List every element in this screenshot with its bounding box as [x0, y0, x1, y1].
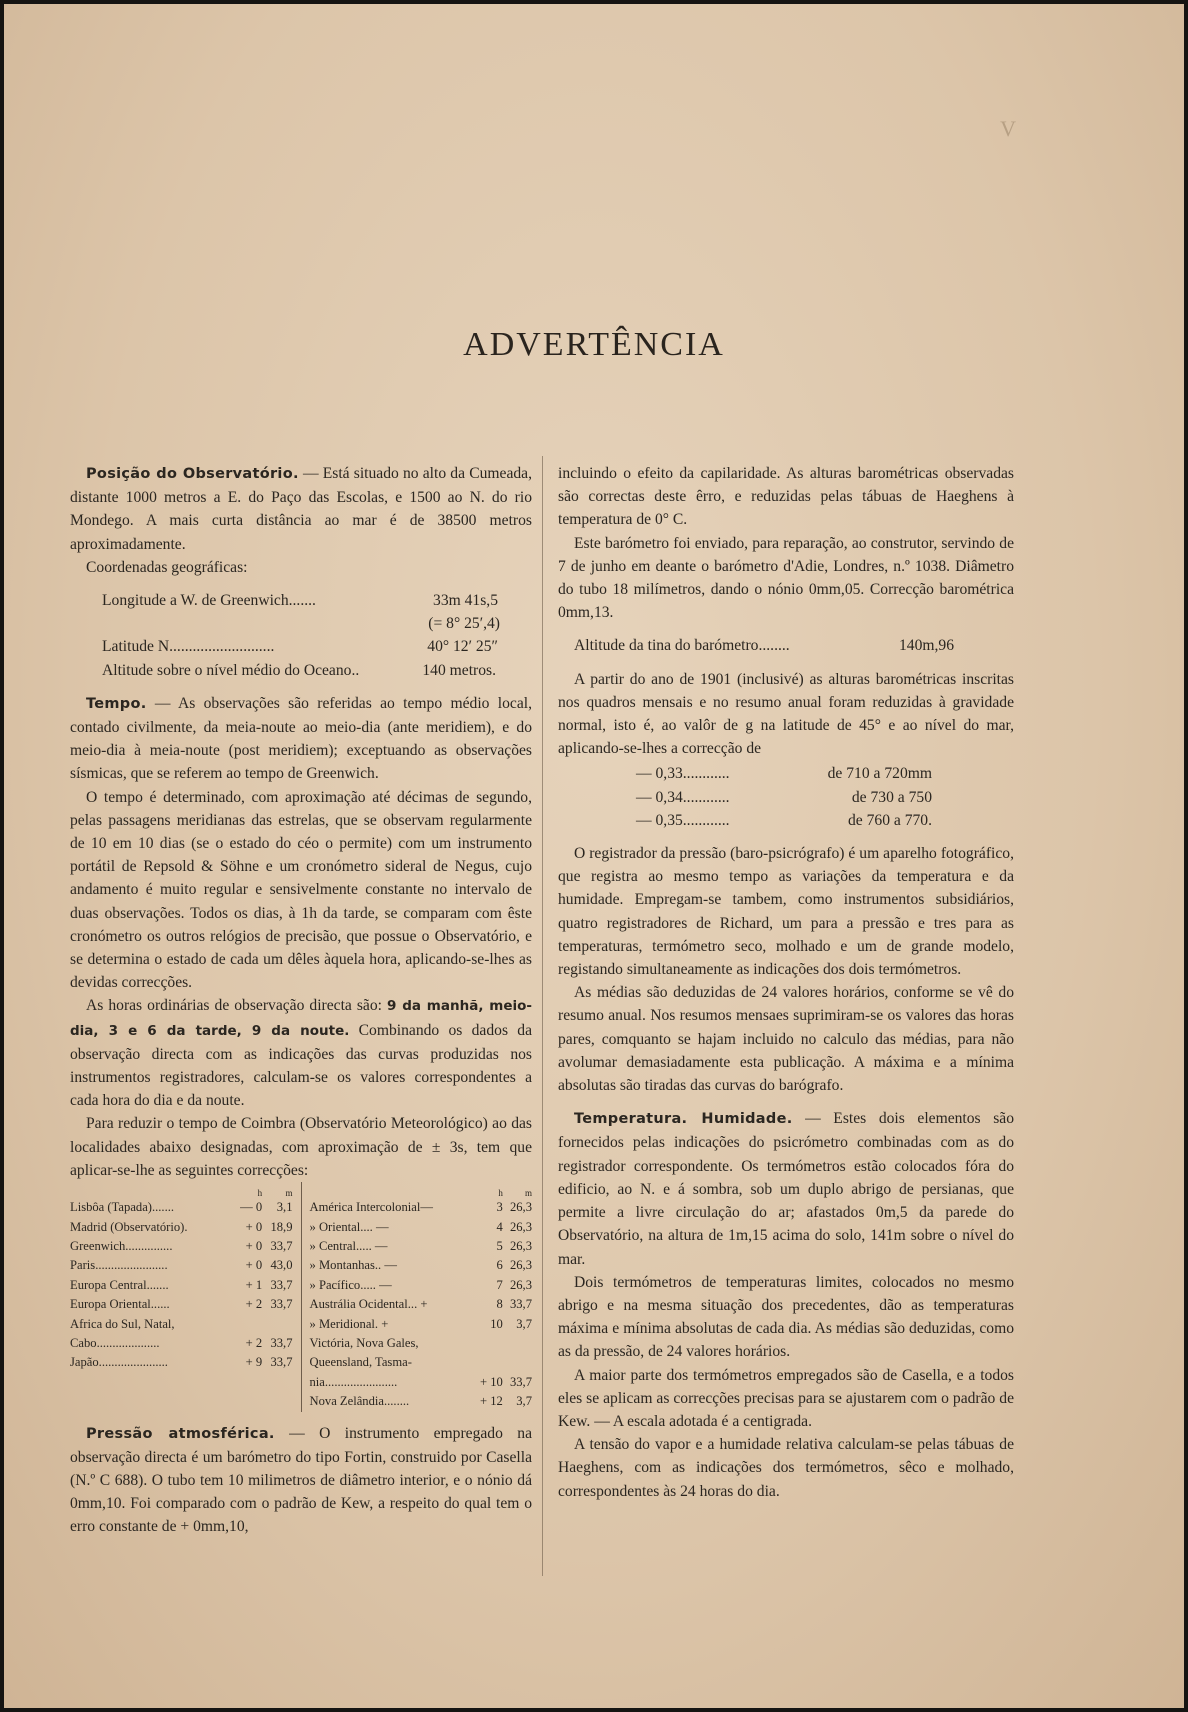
table-cell-h: + 0: [245, 1219, 263, 1234]
page-title: ADVERTÊNCIA: [463, 326, 725, 363]
paragraph: Dois termómetros de temperaturas limites, colocados no mesmo abrigo e na mesma situação dos precedentes, dão as temperaturas máxima e mínima absolutas de cada dia. As médias são deduzidas, como as da pressão, de 24 valores horários.: [558, 1273, 1014, 1361]
correction-row: — 0,35............ de 760 a 770.: [636, 811, 932, 829]
coord-row: Altitude sobre o nível médio do Oceano.. 140 metros.: [102, 661, 496, 679]
table-cell-place: » Central..... —: [309, 1238, 388, 1253]
temperatura-text: — Estes dois elementos são fornecidos pelas indicações do psicrómetro combinadas com as do registrador correspondente. Os termómetros estão colocados fóra do edificio, ao N. e á sombra, sob um duplo abrigo de persianas, que permite a livre circulação do ar; afastados 0m,5 da parede do Observatório, na altura de 1m,15 acima do solo, 141m sobre o nível do mar.: [558, 1110, 1014, 1268]
paragraph: incluindo o efeito da capilaridade. As alturas barométricas observadas são correctas deste êrro, e reduzidas pelas tábuas de Haeghens à temperatura de 0° C.: [558, 465, 1014, 529]
table-cell-place: América Intercolonial—: [309, 1200, 433, 1215]
time-corrections-table: h m Lisbôa (Tapada)....... — 0 3,1 Madrid (Observatório). + 0 18,9 Greenwich............... + 0 33,7 Paris....................... + 0 43,0 Europa Central....... + 1 33,7 Europa Oriental...... + 2 33,7 Africa do Sul, Natal, Cabo.................... + 2 33,7 Japão...................... + 9 33,7 h m América Intercolonial— 3 26,3 » Oriental.... — 4 26,3 » Central..... — 5 26,3 » Montanhas.. — 6 26,3 » Pacífico..... — 7 26,3 Austrália Ocidental... + 8 33,7 » Meridional. + 10 3,7 Victória, Nova Gales, Queensland, Tasma- nia....................... + 10 33,7 Nova Zelândia........ + 12 3,7: [70, 1182, 532, 1411]
section-heading-posicao: Posição do Observatório.: [86, 466, 299, 482]
table-cell-m: 33,7: [509, 1374, 532, 1389]
table-cell-place: Europa Central.......: [70, 1277, 169, 1292]
coord-row: Latitude N........................... 40° 12′ 25″: [102, 638, 498, 656]
section-heading-pressao: Pressão atmosférica.: [86, 1425, 275, 1442]
table-cell-h: 7: [496, 1277, 503, 1292]
table-cell-m: 26,3: [509, 1238, 532, 1253]
table-cell-m: 33,7: [509, 1297, 532, 1312]
table-row: [310, 1353, 533, 1372]
table-cell-h: [473, 1353, 503, 1372]
paragraph: O registrador da pressão (baro-psicrógrafo) é um aparelho fotográfico, que registra ao mesmo tempo as variações da temperatura e da humidade. Empregam-se tambem, como instrumentos subsidiários, quatro registradores de Richard, um para a pressão e tres para as temperaturas, termómetro seco, molhado e um de grande modelo, registando simultaneamente as indicações dos dois termómetros.: [558, 845, 1014, 979]
section-heading-temperatura: Temperatura. Humidade.: [574, 1111, 793, 1128]
table-row: [310, 1315, 533, 1334]
table-cell-m: 26,3: [509, 1219, 532, 1234]
table-cell-m: 33,7: [270, 1335, 293, 1350]
table-row: [70, 1315, 293, 1334]
table-cell-h: + 0: [245, 1238, 263, 1253]
table-cell-place: nia.......................: [309, 1374, 398, 1389]
tempo-paragraph: [70, 692, 532, 786]
table-cell-place: » Pacífico..... —: [309, 1277, 392, 1292]
observation-hours: 9 da manhã, meio-dia, 3 e 6 da tarde, 9 da noute.: [70, 998, 532, 1039]
tempo-text-2: O tempo é determinado, com aproximação até décimas de segundo, pelas passagens meridianas das estrelas, que se observam regularmente de 10 em 10 dias (se o estado do céo o permite) com um instrumento portátil de Repsold & Söhne e um cronómetro sideral de Negus, cujo andamento é muito regular e sensivelmente constante no intervalo de duas observações. Todos os dias, à 1h da tarde, se comparam com êste cronómetro os outros relógios de precisão, que possue o Observatório, e se determina o estado de cada um dêles àquela hora, aplicando-se-lhes as devidas correcções.: [70, 788, 532, 992]
paragraph: As médias são deduzidas de 24 valores horários, conforme se vê do resumo anual. Nos resumos mensaes suprimiram-se os valores das horas pares, comquanto se hajam incluido no calculo das médias, para não avolumar demasiadamente esta publicação. A máxima e a mínima absolutas são tiradas das curvas do barógrafo.: [558, 984, 1014, 1095]
table-cell-m: [503, 1353, 532, 1372]
table-row: [310, 1392, 533, 1411]
table-cell-h: + 1: [245, 1277, 263, 1292]
left-column: [70, 462, 532, 1539]
tempo-text-4: Para reduzir o tempo de Coimbra (Observatório Meteorológico) ao das localidades abaixo designadas, com aproximação de ± 3s, tem que aplicar-se-lhe as seguintes correcções:: [70, 1115, 532, 1179]
table-cell-h: 10: [490, 1316, 503, 1331]
table-cell-h: 3: [496, 1200, 503, 1215]
table-row: [70, 1295, 293, 1314]
table-row: [310, 1334, 533, 1353]
table-cell-place: Africa do Sul, Natal,: [70, 1316, 175, 1331]
table-cell-m: 26,3: [509, 1200, 532, 1215]
table-row: [70, 1276, 293, 1295]
table-cell-h: 5: [496, 1238, 503, 1253]
table-cell-h: + 10: [479, 1374, 503, 1389]
coord-row: (= 8° 25′,4): [428, 615, 500, 633]
table-cell-m: 33,7: [270, 1238, 293, 1253]
table-row: [70, 1256, 293, 1275]
table-cell-place: » Montanhas.. —: [309, 1258, 397, 1273]
table-cell-h: + 12: [479, 1394, 503, 1409]
table-row: [70, 1218, 293, 1237]
table-cell-m: [262, 1315, 292, 1334]
paragraph: Este barómetro foi enviado, para reparação, ao construtor, servindo de 7 de junho em deante o barómetro d'Adie, Londres, n.º 1038. Diâmetro do tubo 18 milímetros, dando o nónio 0mm,05. Correcção barométrica 0mm,13.: [558, 534, 1014, 622]
pressao-paragraph: [70, 1422, 532, 1539]
table-cell-place: » Meridional. +: [309, 1316, 389, 1331]
table-cell-place: Austrália Ocidental... +: [309, 1297, 428, 1312]
table-cell-h: + 9: [245, 1355, 263, 1370]
temperatura-paragraph: [558, 1107, 1014, 1270]
table-cell-m: 18,9: [270, 1219, 293, 1234]
coord-label: Coordenadas geográficas:: [86, 558, 248, 576]
table-cell-m: 3,7: [516, 1394, 532, 1409]
posicao-paragraph: [70, 462, 532, 556]
table-cell-m: 33,7: [270, 1355, 293, 1370]
altitude-row: Altitude da tina do barómetro........ 140m,96: [574, 637, 954, 655]
table-row: [310, 1276, 533, 1295]
table-row: [310, 1237, 533, 1256]
table-cell-place: Queensland, Tasma-: [309, 1355, 412, 1370]
table-cell-h: + 2: [245, 1297, 263, 1312]
table-cell-m: 26,3: [509, 1258, 532, 1273]
table-cell-h: 8: [496, 1297, 503, 1312]
coord-row: Longitude a W. de Greenwich....... 33m 41s,5: [102, 592, 498, 610]
table-row: [70, 1237, 293, 1256]
table-row: [70, 1353, 293, 1372]
tempo-text-1: — As observações são referidas ao tempo médio local, contado civilmente, da meia-noute ao meio-dia (ante meridiem), e do meio-dia à meia-noute (post meridiem); exceptuando as observações sísmicas, que se referem ao tempo de Greenwich.: [70, 694, 532, 783]
pressao-text: — O instrumento empregado na observação directa é um barómetro do tipo Fortin, construido por Casella (N.º C 688). O tubo tem 10 milimetros de diâmetro interior, e o nónio dá 0mm,10. Foi comparado com o padrão de Kew, a respeito do qual tem o erro constante de + 0mm,10,: [70, 1424, 532, 1536]
table-cell-h: 4: [496, 1219, 503, 1234]
table-cell-h: + 2: [245, 1335, 263, 1350]
paragraph: A maior parte dos termómetros empregados são de Casella, e a todos eles se aplicam as correcções precisas para se ajustarem com o padrão de Kew. — A escala adotada é a centigrada.: [558, 1366, 1014, 1430]
table-cell-place: Japão......................: [70, 1355, 168, 1370]
table-cell-place: Greenwich...............: [70, 1238, 173, 1253]
table-cell-place: Lisbôa (Tapada).......: [70, 1200, 175, 1215]
table-cell-h: [232, 1315, 262, 1334]
right-column: [558, 462, 1014, 1503]
table-cell-place: Victória, Nova Gales,: [309, 1335, 419, 1350]
table-cell-m: 43,0: [270, 1258, 293, 1273]
table-cell-place: Cabo....................: [70, 1335, 160, 1350]
table-cell-place: » Oriental.... —: [309, 1219, 389, 1234]
paragraph: A partir do ano de 1901 (inclusivé) as alturas barométricas inscritas nos quadros mensais e no resumo anual foram reduzidas à gravidade normal, isto é, ao valôr de g na latitude de 45° e ao nível do mar, aplicando-se-lhes a correcção de: [558, 670, 1014, 758]
table-cell-m: 3,1: [276, 1200, 293, 1215]
paragraph: A tensão do vapor e a humidade relativa calculam-se pelas tábuas de Haeghens, com as indicações dos termómetros, sêco e molhado, correspondentes às 24 horas do dia.: [558, 1436, 1014, 1500]
table-cell-m: 26,3: [509, 1277, 532, 1292]
table-cell-m: 33,7: [270, 1277, 293, 1292]
table-cell-place: Madrid (Observatório).: [70, 1219, 188, 1234]
table-row: [310, 1218, 533, 1237]
table-cell-h: + 0: [245, 1258, 263, 1273]
table-row: [70, 1334, 293, 1353]
table-cell-m: 33,7: [270, 1297, 293, 1312]
correction-row: — 0,34............ de 730 a 750: [636, 788, 932, 806]
section-heading-tempo: Tempo.: [86, 695, 147, 712]
tempo-paragraph-3: As horas ordinárias de observação directa são: 9 da manhã, meio-dia, 3 e 6 da tarde, 9 da noute. Combinando os dados da observação directa com as indicações das curvas produzidas nos instrumentos registradores, calculam-se os valores correspondentes a cada hora do dia e da noute.: [70, 997, 532, 1110]
table-row: [70, 1198, 293, 1217]
table-cell-place: Europa Oriental......: [70, 1297, 170, 1312]
column-divider: [542, 456, 543, 1576]
table-cell-h: 6: [496, 1258, 503, 1273]
table-cell-place: Paris.......................: [70, 1258, 168, 1273]
gravity-corrections: [636, 762, 1014, 832]
page-number: V: [1000, 116, 1016, 141]
table-cell-m: 3,7: [516, 1316, 532, 1331]
table-row: [310, 1256, 533, 1275]
document-page: [4, 4, 1184, 1708]
table-row: [310, 1373, 533, 1392]
table-row: [310, 1198, 533, 1217]
correction-row: — 0,33............ de 710 a 720mm: [636, 765, 932, 783]
table-cell-h: — 0: [240, 1200, 263, 1215]
table-cell-place: Nova Zelândia........: [309, 1394, 410, 1409]
table-row: [310, 1295, 533, 1314]
table-cell-m: [503, 1334, 532, 1353]
posicao-text: — Está situado no alto da Cumeada, distante 1000 metros a E. do Paço das Escolas, e 1500 ao N. do rio Mondego. A mais curta distância ao mar é de 38500 metros aproximadamente.: [70, 465, 532, 553]
table-cell-h: [473, 1334, 503, 1353]
